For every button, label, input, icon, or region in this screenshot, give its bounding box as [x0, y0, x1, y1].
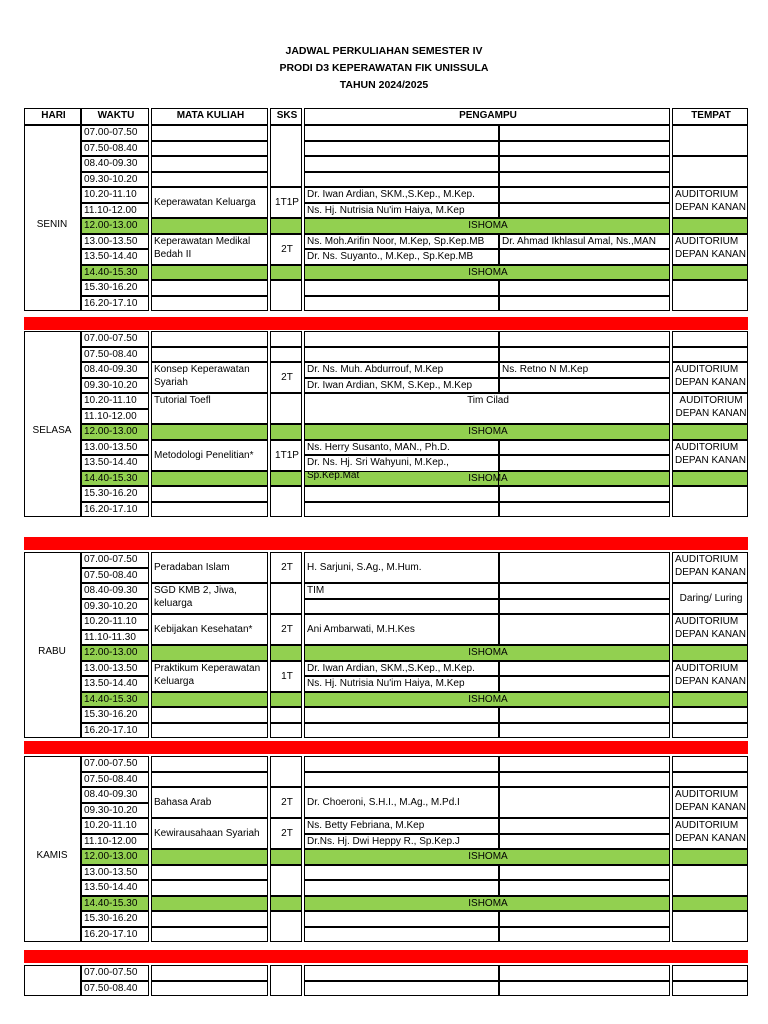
time-cell: 09.30-10.20	[81, 803, 149, 819]
table-cell	[304, 172, 499, 188]
table-cell	[499, 676, 670, 692]
cell-line: DEPAN KANAN	[675, 202, 746, 213]
room	[672, 552, 748, 583]
table-cell	[304, 965, 499, 981]
course-name	[151, 362, 268, 393]
sks-value: 1T	[270, 661, 302, 692]
table-cell	[499, 249, 670, 265]
cell-line: Praktikum Keperawatan	[154, 662, 261, 674]
table-cell	[499, 552, 670, 583]
day-separator	[24, 741, 748, 754]
table-cell	[499, 296, 670, 312]
ishoma-cell	[270, 424, 302, 440]
time-cell: 08.40-09.30	[81, 156, 149, 172]
time-cell: 10.20-11.10	[81, 393, 149, 409]
ishoma-label: ISHOMA	[304, 265, 670, 281]
room	[672, 362, 748, 393]
table-cell	[304, 296, 499, 312]
time-cell: 12.00-13.00	[81, 849, 149, 865]
ishoma-label: ISHOMA	[304, 471, 670, 487]
table-cell	[151, 880, 268, 896]
time-cell: 07.00-07.50	[81, 965, 149, 981]
ishoma-label: ISHOMA	[304, 849, 670, 865]
time-cell: 07.50-08.40	[81, 772, 149, 788]
table-cell	[270, 125, 302, 187]
header-tempat: TEMPAT	[672, 108, 748, 125]
header-hari: HARI	[24, 108, 81, 125]
time-cell: 14.40-15.30	[81, 896, 149, 912]
ishoma-cell	[672, 424, 748, 440]
day-label: SELASA	[32, 425, 72, 436]
table-cell	[672, 756, 748, 772]
table-cell	[151, 125, 268, 141]
table-cell	[499, 187, 670, 203]
time-cell: 08.40-09.30	[81, 787, 149, 803]
ishoma-cell	[270, 896, 302, 912]
room	[672, 614, 748, 645]
time-cell: 13.00-13.50	[81, 865, 149, 881]
table-cell	[672, 707, 748, 723]
time-cell: 14.40-15.30	[81, 471, 149, 487]
day-label: SENIN	[36, 219, 68, 230]
cell-line: AUDITORIUM	[675, 789, 739, 800]
table-cell	[499, 599, 670, 615]
lecturer: Dr. Ns. Muh. Abdurrouf, M.Kep	[304, 362, 499, 378]
course-name	[151, 661, 268, 692]
table-cell	[270, 707, 302, 723]
table-cell	[151, 772, 268, 788]
table-cell	[304, 125, 499, 141]
time-cell: 11.10-12.00	[81, 409, 149, 425]
table-cell	[499, 331, 670, 347]
table-cell	[151, 141, 268, 157]
table-cell	[304, 981, 499, 997]
cell-line: AUDITORIUM	[675, 441, 739, 453]
cell-line: DEPAN KANAN	[675, 408, 747, 419]
table-cell	[499, 661, 670, 677]
ishoma-label: ISHOMA	[304, 692, 670, 708]
ishoma-cell	[672, 849, 748, 865]
table-cell	[672, 772, 748, 788]
table-cell	[499, 911, 670, 927]
room	[672, 234, 748, 265]
time-cell: 13.00-13.50	[81, 234, 149, 250]
lecturer: Dr. Iwan Ardian, SKM.,S.Kep., M.Kep.	[304, 187, 499, 203]
doc-year: TAHUN 2024/2025	[339, 79, 429, 91]
table-cell	[270, 911, 302, 942]
table-cell	[151, 865, 268, 881]
course-name: Keperawatan Keluarga	[151, 187, 268, 218]
cell-line: DEPAN KANAN	[675, 675, 746, 687]
table-cell	[151, 965, 268, 981]
table-cell	[499, 723, 670, 739]
cell-line: DEPAN KANAN	[675, 377, 746, 388]
room	[672, 440, 748, 471]
table-cell	[270, 486, 302, 517]
table-cell	[270, 280, 302, 311]
lecturer: Dr.Ns. Hj. Dwi Heppy R., Sp.Kep.J	[304, 834, 499, 850]
table-cell	[672, 331, 748, 347]
cell-line: SGD KMB 2, Jiwa,	[154, 585, 237, 596]
lecturer: H. Sarjuni, S.Ag., M.Hum.	[304, 552, 499, 583]
room	[672, 818, 748, 849]
table-cell	[151, 486, 268, 502]
time-cell: 13.00-13.50	[81, 661, 149, 677]
cell-line: Syariah	[154, 377, 188, 388]
ishoma-label: ISHOMA	[304, 896, 670, 912]
table-cell	[270, 756, 302, 787]
time-cell: 13.50-14.40	[81, 249, 149, 265]
ishoma-cell	[672, 896, 748, 912]
table-cell	[151, 756, 268, 772]
lecturer: Ns. Hj. Nutrisia Nu'im Haiya, M.Kep	[304, 676, 499, 692]
time-cell: 14.40-15.30	[81, 692, 149, 708]
time-cell: 15.30-16.20	[81, 707, 149, 723]
ishoma-cell	[270, 692, 302, 708]
sks-value: 2T	[270, 614, 302, 645]
ishoma-cell	[151, 645, 268, 661]
course-name: Peradaban Islam	[151, 552, 268, 583]
table-cell	[672, 347, 748, 363]
table-cell	[304, 927, 499, 943]
cell-line: Bedah II	[154, 248, 192, 260]
table-cell	[270, 723, 302, 739]
ishoma-cell	[151, 849, 268, 865]
lecturer: Dr. Iwan Ardian, SKM.,S.Kep., M.Kep.	[304, 661, 499, 677]
table-cell	[499, 865, 670, 881]
cell-line: AUDITORIUM	[675, 189, 739, 200]
lecturer: Ns. Moh.Arifin Noor, M.Kep, Sp.Kep.MB	[304, 234, 499, 250]
cell-line: AUDITORIUM	[675, 554, 739, 565]
table-cell	[304, 865, 499, 881]
table-cell	[672, 280, 748, 311]
time-cell: 07.50-08.40	[81, 141, 149, 157]
table-cell	[304, 502, 499, 518]
table-cell	[304, 331, 499, 347]
cell-line: DEPAN KANAN	[675, 567, 746, 578]
table-cell	[499, 834, 670, 850]
ishoma-cell	[672, 645, 748, 661]
lecturer: Ani Ambarwati, M.H.Kes	[304, 614, 499, 645]
cell-line: AUDITORIUM	[675, 820, 739, 831]
lecturer: Dr. Ahmad Ikhlasul Amal, Ns.,MAN	[499, 234, 670, 250]
time-cell: 07.00-07.50	[81, 125, 149, 141]
table-cell	[151, 707, 268, 723]
table-cell	[499, 347, 670, 363]
table-cell	[499, 378, 670, 394]
ishoma-cell	[270, 265, 302, 281]
time-cell: 16.20-17.10	[81, 927, 149, 943]
table-cell	[151, 331, 268, 347]
course-name: Kewirausahaan Syariah	[151, 818, 268, 849]
table-cell	[499, 141, 670, 157]
cell-line: DEPAN KANAN	[675, 248, 746, 260]
table-cell	[499, 156, 670, 172]
course-name: Metodologi Penelitian*	[151, 440, 268, 471]
cell-line: DEPAN KANAN	[675, 454, 746, 466]
table-cell	[304, 280, 499, 296]
day-cell	[24, 552, 81, 738]
cell-line: AUDITORIUM	[675, 616, 739, 627]
table-cell	[672, 911, 748, 942]
lecturer: Tim Cilad	[304, 393, 670, 424]
table-cell	[499, 455, 670, 471]
header-waktu: WAKTU	[81, 108, 149, 125]
ishoma-cell	[672, 218, 748, 234]
table-cell	[672, 486, 748, 517]
time-cell: 11.10-12.00	[81, 203, 149, 219]
lecturer: Ns. Hj. Nutrisia Nu'im Haiya, M.Kep	[304, 203, 499, 219]
ishoma-cell	[672, 692, 748, 708]
lecturer: Ns. Herry Susanto, MAN., Ph.D.	[304, 440, 499, 456]
table-cell	[672, 723, 748, 739]
table-cell	[151, 347, 268, 363]
time-cell: 12.00-13.00	[81, 645, 149, 661]
lecturer: Dr. Ns. Suyanto., M.Kep., Sp.Kep.MB	[304, 249, 499, 265]
time-cell: 11.10-11.30	[81, 630, 149, 646]
course-name: Kebijakan Kesehatan*	[151, 614, 268, 645]
time-cell: 10.20-11.10	[81, 614, 149, 630]
lecturer: Ns. Retno N M.Kep	[499, 362, 670, 378]
course-name: Tutorial Toefl	[151, 393, 268, 424]
cell-line: AUDITORIUM	[679, 395, 743, 406]
table-cell	[499, 203, 670, 219]
time-cell: 09.30-10.20	[81, 378, 149, 394]
table-cell	[151, 172, 268, 188]
time-cell: 07.50-08.40	[81, 981, 149, 997]
day-label: KAMIS	[36, 850, 68, 861]
cell-line: Sp.Kep.Mat	[307, 470, 360, 481]
sks-value: 1T1P	[270, 440, 302, 471]
cell-line: Dr. Ns. Hj. Sri Wahyuni, M.Kep.,	[307, 457, 449, 468]
header-mata-kuliah: MATA KULIAH	[151, 108, 268, 125]
time-cell: 09.30-10.20	[81, 172, 149, 188]
ishoma-cell	[270, 645, 302, 661]
table-cell	[270, 331, 302, 347]
time-cell: 13.50-14.40	[81, 880, 149, 896]
table-cell	[499, 756, 670, 772]
course-name	[151, 583, 268, 614]
room	[672, 393, 748, 424]
table-cell	[499, 280, 670, 296]
table-cell	[304, 599, 499, 615]
cell-line: DEPAN KANAN	[675, 833, 746, 844]
cell-line: DEPAN KANAN	[675, 802, 746, 813]
table-cell	[270, 965, 302, 996]
table-cell	[672, 981, 748, 997]
table-cell	[270, 393, 302, 424]
table-cell	[151, 981, 268, 997]
day-separator	[24, 317, 748, 330]
room	[672, 187, 748, 218]
table-cell	[499, 707, 670, 723]
cell-line: AUDITORIUM	[675, 364, 739, 375]
lecturer: Ns. Betty Febriana, M.Kep	[304, 818, 499, 834]
table-cell	[672, 156, 748, 187]
day-separator	[24, 950, 748, 963]
doc-title: JADWAL PERKULIAHAN SEMESTER IV	[285, 45, 483, 57]
table-cell	[304, 707, 499, 723]
table-cell	[151, 502, 268, 518]
time-cell: 10.20-11.10	[81, 818, 149, 834]
table-cell	[304, 486, 499, 502]
table-cell	[304, 756, 499, 772]
table-cell	[499, 583, 670, 599]
ishoma-cell	[672, 471, 748, 487]
room	[672, 661, 748, 692]
time-cell: 13.50-14.40	[81, 676, 149, 692]
time-cell: 16.20-17.10	[81, 502, 149, 518]
table-cell	[499, 125, 670, 141]
ishoma-cell	[151, 471, 268, 487]
lecturer: TIM	[304, 583, 499, 599]
time-cell: 09.30-10.20	[81, 599, 149, 615]
sks-value: 2T	[270, 362, 302, 393]
table-cell	[151, 723, 268, 739]
table-cell	[499, 981, 670, 997]
header-pengampu: PENGAMPU	[304, 108, 670, 125]
ishoma-cell	[151, 896, 268, 912]
room	[672, 787, 748, 818]
table-cell	[270, 865, 302, 896]
lecturer: Dr. Iwan Ardian, SKM, S.Kep., M.Kep	[304, 378, 499, 394]
day-cell	[24, 331, 81, 517]
sks-value: 2T	[270, 234, 302, 265]
room: Daring/ Luring	[672, 583, 748, 614]
time-cell: 08.40-09.30	[81, 583, 149, 599]
time-cell: 16.20-17.10	[81, 296, 149, 312]
cell-line: keluarga	[154, 598, 193, 609]
time-cell: 12.00-13.00	[81, 424, 149, 440]
time-cell: 13.00-13.50	[81, 440, 149, 456]
ishoma-cell	[151, 424, 268, 440]
table-cell	[672, 865, 748, 896]
table-cell	[499, 486, 670, 502]
table-cell	[270, 347, 302, 363]
ishoma-label: ISHOMA	[304, 424, 670, 440]
table-cell	[304, 723, 499, 739]
day-cell	[24, 965, 81, 996]
day-cell	[24, 125, 81, 311]
ishoma-label: ISHOMA	[304, 218, 670, 234]
lecturer	[304, 455, 499, 486]
table-cell	[499, 440, 670, 456]
cell-line: DEPAN KANAN	[675, 629, 746, 640]
table-cell	[672, 965, 748, 981]
table-cell	[499, 772, 670, 788]
ishoma-cell	[151, 218, 268, 234]
table-cell	[672, 125, 748, 156]
time-cell: 11.10-12.00	[81, 834, 149, 850]
time-cell: 07.50-08.40	[81, 568, 149, 584]
table-cell	[304, 347, 499, 363]
time-cell: 12.00-13.00	[81, 218, 149, 234]
cell-line: AUDITORIUM	[675, 235, 739, 247]
day-label: RABU	[38, 646, 66, 657]
time-cell: 08.40-09.30	[81, 362, 149, 378]
lecturer: Dr. Choeroni, S.H.I., M.Ag., M.Pd.I	[304, 787, 499, 818]
time-cell: 14.40-15.30	[81, 265, 149, 281]
table-cell	[304, 156, 499, 172]
ishoma-cell	[270, 218, 302, 234]
table-cell	[151, 156, 268, 172]
table-cell	[270, 583, 302, 614]
time-cell: 15.30-16.20	[81, 486, 149, 502]
time-cell: 07.00-07.50	[81, 756, 149, 772]
table-cell	[499, 787, 670, 818]
day-separator	[24, 537, 748, 550]
time-cell: 15.30-16.20	[81, 911, 149, 927]
ishoma-cell	[270, 849, 302, 865]
sks-value: 2T	[270, 787, 302, 818]
ishoma-cell	[270, 471, 302, 487]
ishoma-cell	[151, 692, 268, 708]
table-cell	[499, 965, 670, 981]
table-cell	[499, 172, 670, 188]
time-cell: 15.30-16.20	[81, 280, 149, 296]
time-cell: 07.00-07.50	[81, 331, 149, 347]
table-cell	[151, 911, 268, 927]
doc-subtitle: PRODI D3 KEPERAWATAN FIK UNISSULA	[279, 62, 489, 74]
header-sks: SKS	[270, 108, 302, 125]
table-cell	[151, 280, 268, 296]
table-cell	[499, 502, 670, 518]
time-cell: 07.00-07.50	[81, 552, 149, 568]
ishoma-cell	[672, 265, 748, 281]
sks-value: 1T1P	[270, 187, 302, 218]
sks-value: 2T	[270, 552, 302, 583]
table-cell	[499, 927, 670, 943]
cell-line: Keluarga	[154, 675, 195, 687]
time-cell: 13.50-14.40	[81, 455, 149, 471]
time-cell: 10.20-11.10	[81, 187, 149, 203]
ishoma-label: ISHOMA	[304, 645, 670, 661]
cell-line: AUDITORIUM	[675, 662, 739, 674]
course-name: Bahasa Arab	[151, 787, 268, 818]
cell-line: Konsep Keperawatan	[154, 364, 250, 375]
course-name	[151, 234, 268, 265]
table-cell	[304, 141, 499, 157]
sks-value: 2T	[270, 818, 302, 849]
table-cell	[151, 296, 268, 312]
table-cell	[151, 927, 268, 943]
table-cell	[304, 772, 499, 788]
table-cell	[499, 880, 670, 896]
cell-line: Keperawatan Medikal	[154, 235, 251, 247]
table-cell	[304, 911, 499, 927]
table-cell	[499, 818, 670, 834]
time-cell: 16.20-17.10	[81, 723, 149, 739]
table-cell	[304, 880, 499, 896]
time-cell: 07.50-08.40	[81, 347, 149, 363]
table-cell	[499, 614, 670, 645]
ishoma-cell	[151, 265, 268, 281]
day-cell	[24, 756, 81, 942]
